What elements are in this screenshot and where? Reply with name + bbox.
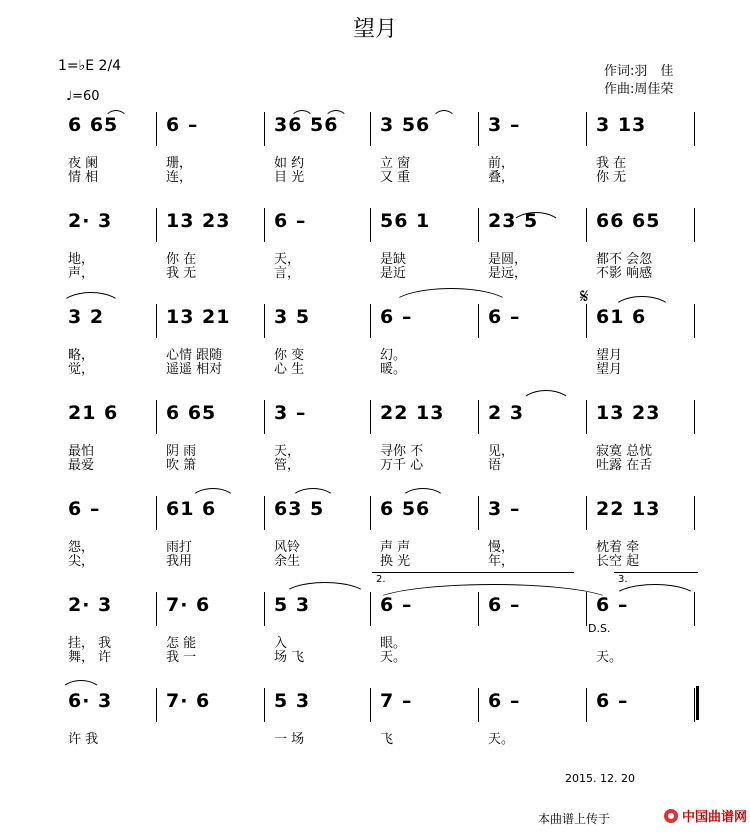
lyricist: 作词:羽 佳 — [604, 64, 674, 79]
site-logo — [662, 806, 746, 826]
lyric-text: 语 — [488, 458, 502, 473]
bar-line — [370, 592, 371, 626]
bar-line — [264, 592, 265, 626]
measure-notes: 23 5 — [488, 210, 539, 232]
bar-line — [586, 208, 587, 242]
measure-notes: 6· 3 — [68, 690, 113, 712]
tempo-marking: ♩=60 — [66, 89, 100, 104]
svg-text:中国曲谱网: 中国曲谱网 — [682, 810, 746, 825]
measure-notes: 6 56 — [380, 498, 431, 520]
measure-notes: 2· 3 — [68, 594, 113, 616]
measure-notes: 63 5 — [274, 498, 325, 520]
lyric-text: 天。 — [596, 650, 623, 665]
measure-notes: 3 13 — [596, 114, 647, 136]
note-line — [60, 688, 700, 718]
lyric-text: 一 场 — [274, 732, 305, 747]
measure-notes: 3 – — [274, 402, 307, 424]
lyric-text: 望月 — [596, 348, 623, 363]
lyric-text: 我 无 — [166, 266, 197, 281]
lyric-text: 挂， 我 — [68, 636, 112, 651]
measure-notes: 3 – — [488, 498, 521, 520]
segno-sign: 𝄋 — [580, 284, 589, 308]
measure-notes: 2· 3 — [68, 210, 113, 232]
lyric-text: 心情 跟随 — [166, 348, 223, 363]
lyric-text: 暖。 — [380, 362, 407, 377]
lyric-text: 许 我 — [68, 732, 99, 747]
lyric-text: 长空 起 — [596, 554, 640, 569]
bar-line — [478, 400, 479, 434]
lyric-text: 目 光 — [274, 170, 305, 185]
measure-notes: 6 – — [380, 306, 413, 328]
volta-3-label: 3. — [618, 574, 628, 585]
lyric-text: 声， — [68, 266, 95, 281]
lyric-text: 寂寞 总忧 — [596, 444, 653, 459]
lyric-text: 连， — [166, 170, 193, 185]
bar-line — [156, 208, 157, 242]
measure-notes: 2 3 — [488, 402, 525, 424]
lyric-text: 眼。 — [380, 636, 407, 651]
bar-line — [694, 496, 695, 530]
measure-notes: 56 1 — [380, 210, 431, 232]
key-signature: 1=♭E 2/4 — [58, 58, 122, 74]
slur-mark — [190, 488, 236, 501]
lyric-text: 怎 能 — [166, 636, 197, 651]
bar-line — [370, 112, 371, 146]
volta-2-line — [372, 572, 574, 573]
bar-line — [370, 304, 371, 338]
score-row — [60, 112, 700, 185]
note-line — [60, 304, 700, 334]
measure-notes: 6 – — [380, 594, 413, 616]
slur-mark — [390, 288, 512, 307]
lyric-text: 换 光 — [380, 554, 411, 569]
note-line — [60, 400, 700, 430]
lyric-text: 我 一 — [166, 650, 197, 665]
lyric-text: 天， — [274, 252, 301, 267]
slur-mark — [60, 680, 102, 693]
lyric-text: 场 飞 — [274, 650, 305, 665]
measure-notes: 6 65 — [166, 402, 217, 424]
lyric-text: 天。 — [380, 650, 407, 665]
bar-line — [370, 208, 371, 242]
bar-line — [156, 688, 157, 722]
lyric-text: 是近 — [380, 266, 407, 281]
date: 2015. 12. 20 — [565, 772, 635, 785]
lyric-text: 夜 阑 — [68, 156, 99, 171]
bar-line — [478, 208, 479, 242]
bar-line — [156, 112, 157, 146]
lyric-text: 风铃 — [274, 540, 301, 555]
bar-line — [586, 112, 587, 146]
bar-line — [264, 208, 265, 242]
note-line — [60, 112, 700, 142]
measure-notes: 5 3 — [274, 690, 311, 712]
lyric-text: 吹 箫 — [166, 458, 197, 473]
lyric-text: 略， — [68, 348, 95, 363]
slur-mark — [290, 488, 336, 501]
lyric-text: 心 生 — [274, 362, 305, 377]
measure-notes: 6 65 — [68, 114, 119, 136]
lyric-text: 尖， — [68, 554, 95, 569]
score-row — [60, 208, 700, 281]
lyric-text: 最怕 — [68, 444, 95, 459]
final-barline — [696, 686, 699, 720]
lyric-text: 珊， — [166, 156, 193, 171]
bar-line — [264, 400, 265, 434]
note-line — [60, 496, 700, 526]
bar-line — [694, 208, 695, 242]
lyric-text: 入 — [274, 636, 288, 651]
lyric-text: 寻你 不 — [380, 444, 424, 459]
lyric-text: 是缺 — [380, 252, 407, 267]
bar-line — [370, 496, 371, 530]
bar-line — [478, 304, 479, 338]
bar-line — [156, 496, 157, 530]
measure-notes: 22 13 — [380, 402, 445, 424]
lyric-text: 怨， — [68, 540, 95, 555]
lyric-text: 不影 响感 — [596, 266, 653, 281]
measure-notes: 61 6 — [596, 306, 647, 328]
measure-notes: 3 56 — [380, 114, 431, 136]
bar-line — [586, 688, 587, 722]
bar-line — [370, 688, 371, 722]
lyric-text: 我用 — [166, 554, 193, 569]
lyric-text: 见， — [488, 444, 515, 459]
measure-notes: 21 6 — [68, 402, 119, 424]
measure-notes: 5 3 — [274, 594, 311, 616]
lyric-text: 管， — [274, 458, 301, 473]
slur-mark — [372, 584, 614, 603]
lyric-text: 吐露 在舌 — [596, 458, 653, 473]
bar-line — [694, 688, 695, 722]
bar-line — [264, 112, 265, 146]
lyric-text: 言， — [274, 266, 301, 281]
lyric-text: 雨打 — [166, 540, 193, 555]
bar-line — [694, 112, 695, 146]
bar-line — [586, 496, 587, 530]
lyric-text: 我 在 — [596, 156, 627, 171]
lyric-text: 万千 心 — [380, 458, 424, 473]
note-line — [60, 208, 700, 238]
lyric-text: 天。 — [488, 732, 515, 747]
slur-mark — [60, 292, 122, 307]
bar-line — [478, 496, 479, 530]
slur-mark — [612, 584, 698, 599]
measure-notes: 3 5 — [274, 306, 311, 328]
bar-line — [370, 400, 371, 434]
score-row — [60, 496, 700, 569]
lyric-text: 阴 雨 — [166, 444, 197, 459]
measure-notes: 66 65 — [596, 210, 661, 232]
bar-line — [264, 688, 265, 722]
lyric-text: 望月 — [596, 362, 623, 377]
score-row — [60, 304, 700, 377]
bar-line — [478, 112, 479, 146]
measure-notes: 6 – — [68, 498, 101, 520]
measure-notes: 13 23 — [166, 210, 231, 232]
measure-notes: 3 2 — [68, 306, 105, 328]
lyric-text: 你 在 — [166, 252, 197, 267]
bar-line — [478, 688, 479, 722]
lyric-text: 慢， — [488, 540, 515, 555]
measure-notes: 6 – — [596, 594, 629, 616]
slur-mark — [400, 488, 446, 501]
song-title: 望月 — [352, 17, 397, 42]
slur-mark — [520, 390, 572, 405]
lyric-text: 都不 会忽 — [596, 252, 653, 267]
lyric-text: 情 相 — [68, 170, 99, 185]
lyric-text: 又 重 — [380, 170, 411, 185]
lyric-text: 遥遥 相对 — [166, 362, 223, 377]
lyric-text: 舞， 许 — [68, 650, 112, 665]
measure-notes: 6 – — [596, 690, 629, 712]
lyric-text: 幻。 — [380, 348, 407, 363]
lyric-text: 叠， — [488, 170, 515, 185]
lyric-text: 声 声 — [380, 540, 411, 555]
measure-notes: 13 21 — [166, 306, 231, 328]
measure-notes: 61 6 — [166, 498, 217, 520]
lyric-text: 立 窗 — [380, 156, 411, 171]
lyric-text: 年， — [488, 554, 515, 569]
lyric-text: 你 变 — [274, 348, 305, 363]
bar-line — [156, 400, 157, 434]
lyric-text: 余生 — [274, 554, 301, 569]
bar-line — [156, 592, 157, 626]
bar-line — [264, 304, 265, 338]
score-row — [60, 688, 700, 747]
lyric-text: 你 无 — [596, 170, 627, 185]
lyric-text: 飞 — [380, 732, 394, 747]
lyric-text: 地， — [68, 252, 95, 267]
bar-line — [586, 304, 587, 338]
slur-mark — [612, 296, 672, 311]
lyric-text: 是远， — [488, 266, 528, 281]
upload-note: 本曲谱上传于 — [538, 812, 611, 826]
measure-notes: 6 – — [274, 210, 307, 232]
bar-line — [264, 496, 265, 530]
lyric-text: 枕着 牵 — [596, 540, 640, 555]
lyric-text: 最爱 — [68, 458, 95, 473]
bar-line — [156, 304, 157, 338]
measure-notes: 7· 6 — [166, 594, 211, 616]
measure-notes: 13 23 — [596, 402, 661, 424]
slur-mark — [282, 582, 368, 597]
bar-line — [694, 400, 695, 434]
bar-line — [586, 400, 587, 434]
measure-notes: 3 – — [488, 114, 521, 136]
lyric-text: 觉， — [68, 362, 95, 377]
score-row — [60, 400, 700, 473]
volta-2-label: 2. — [376, 574, 386, 585]
measure-notes: 6 – — [488, 306, 521, 328]
measure-notes: 6 – — [488, 594, 521, 616]
measure-notes: 6 – — [166, 114, 199, 136]
volta-3-line — [614, 572, 698, 573]
composer: 作曲:周佳荣 — [604, 82, 674, 97]
measure-notes: 6 – — [488, 690, 521, 712]
measure-notes: 7 – — [380, 690, 413, 712]
da-segno: D.S. — [588, 622, 611, 635]
measure-notes: 7· 6 — [166, 690, 211, 712]
lyric-text: 如 约 — [274, 156, 305, 171]
lyric-text: 天， — [274, 444, 301, 459]
measure-notes: 22 13 — [596, 498, 661, 520]
bar-line — [694, 304, 695, 338]
lyric-text: 是圆， — [488, 252, 528, 267]
lyric-text: 前， — [488, 156, 515, 171]
measure-notes: 36 56 — [274, 114, 339, 136]
